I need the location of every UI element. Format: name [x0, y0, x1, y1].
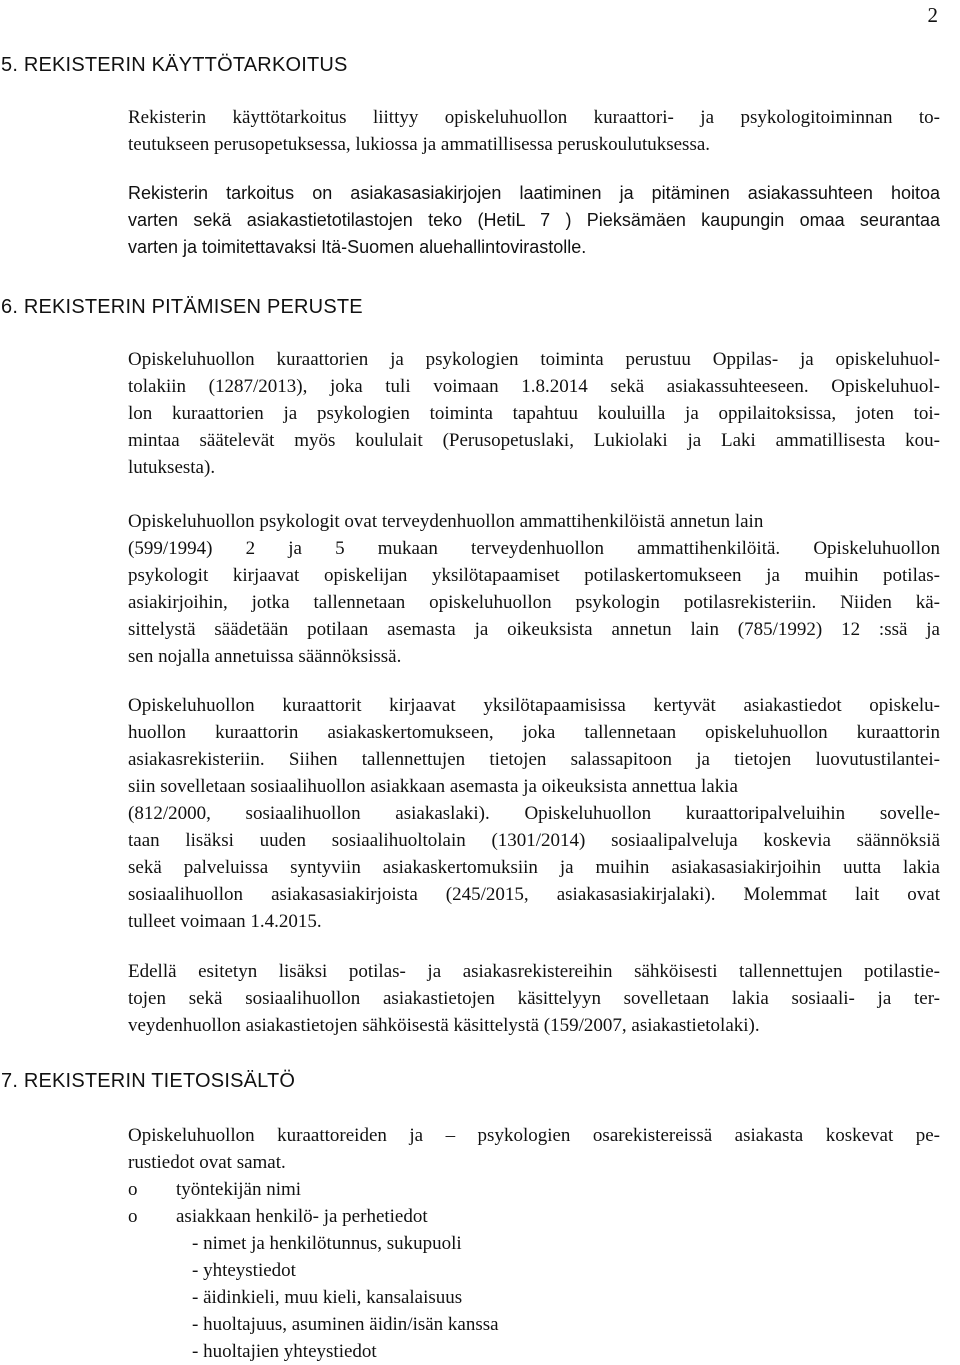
- list-item-label: asiakkaan henkilö- ja perhetiedot: [176, 1206, 428, 1227]
- list-item: [128, 1203, 499, 1230]
- text-line: lutuksesta).: [128, 457, 216, 478]
- text-line: rustiedot ovat samat.: [128, 1152, 286, 1173]
- text-line: huollon kuraattorin asiakaskertomukseen, joka tallennetaan opiskeluhuollon kuraattorin: [128, 722, 940, 743]
- sub-list-item: - huoltajuus, asuminen äidin/isän kanssa: [192, 1314, 499, 1335]
- section-6-paragraph-4: [128, 958, 940, 1039]
- sub-list-item: - huoltajien yhteystiedot: [192, 1341, 377, 1362]
- text-line: teutukseen perusopetuksessa, lukiossa ja ammatillisessa peruskoulutuksessa.: [128, 134, 711, 155]
- bullet-icon: o: [128, 1206, 138, 1227]
- section-5-heading: 5. REKISTERIN KÄYTTÖTARKOITUS: [1, 54, 348, 76]
- text-line: veydenhuollon asiakastietojen sähköisestä käsittelystä (159/2007, asiakastietolaki).: [128, 1015, 760, 1036]
- text-line: (599/1994) 2 ja 5 mukaan terveydenhuollon ammattihenkilöitä. Opiskeluhuollon: [128, 538, 940, 559]
- text-line: Rekisterin käyttötarkoitus liittyy opiskeluhuollon kuraattori- ja psykologitoiminnan to-: [128, 107, 940, 128]
- sub-list-item: - yhteystiedot: [192, 1260, 296, 1281]
- section-7-intro: [128, 1122, 940, 1176]
- text-line: taan lisäksi uuden sosiaalihuoltolain (1301/2014) sosiaalipalveluja koskevia säännöksiä: [128, 830, 940, 851]
- text-line: psykologit kirjaavat opiskelijan yksilötapaamiset potilaskertomukseen ja muihin potilas-: [128, 565, 940, 586]
- text-line: mintaa säätelevät myös koululait (Perusopetuslaki, Lukiolaki ja Laki ammatillisesta kou-: [128, 430, 940, 451]
- section-5-paragraph-2: [128, 180, 940, 261]
- section-6-heading: 6. REKISTERIN PITÄMISEN PERUSTE: [1, 296, 363, 318]
- text-line: Opiskeluhuollon kuraattorien ja psykologien toiminta perustuu Oppilas- ja opiskeluhuol-: [128, 349, 940, 370]
- text-line: sosiaalihuollon asiakasasiakirjoista (245/2015, asiakasasiakirjalaki). Molemmat lait ovat: [128, 884, 940, 905]
- text-line: (812/2000, sosiaalihuollon asiakaslaki). Opiskeluhuollon kuraattoripalveluihin sovelle-: [128, 803, 940, 824]
- list-item: [128, 1176, 499, 1203]
- text-line: Opiskeluhuollon psykologit ovat terveydenhuollon ammattihenkilöistä annetun lain: [128, 511, 764, 532]
- list-item-label: työntekijän nimi: [176, 1179, 302, 1200]
- text-line: sekä palveluissa syntyviin asiakaskertomuksiin ja muihin asiakasasiakirjoihin uutta lakia: [128, 857, 940, 878]
- text-line: lon kuraattorien ja psykologien toiminta tapahtuu kouluilla ja oppilaitoksissa, joten toi-: [128, 403, 940, 424]
- sub-list-item: - nimet ja henkilötunnus, sukupuoli: [192, 1233, 462, 1254]
- text-line: Rekisterin tarkoitus on asiakasasiakirjojen laatiminen ja pitäminen asiakassuhteen hoitoa: [128, 183, 940, 203]
- text-line: tojen sekä sosiaalihuollon asiakastietojen käsittelyyn sovelletaan lakia sosiaali- ja ter-: [128, 988, 940, 1009]
- text-line: asiakirjoihin, jotka tallennetaan opiskeluhuollon psykologin potilasrekisteriin. Niiden kä-: [128, 592, 940, 613]
- section-5-paragraph-1: [128, 104, 940, 158]
- text-line: tulleet voimaan 1.4.2015.: [128, 911, 322, 932]
- text-line: Opiskeluhuollon kuraattorit kirjaavat yksilötapaamisissa kertyvät asiakastiedot opiskelu-: [128, 695, 940, 716]
- text-line: siin sovelletaan sosiaalihuollon asiakkaan asemasta ja oikeuksista annettua lakia: [128, 776, 738, 797]
- text-line: sen nojalla annetuissa säännöksissä.: [128, 646, 402, 667]
- section-6-paragraph-1: [128, 346, 940, 481]
- text-line: Edellä esitetyn lisäksi potilas- ja asiakasrekistereihin sähköisesti tallennettujen potilastie-: [128, 961, 940, 982]
- bullet-icon: o: [128, 1179, 138, 1200]
- text-line: asiakasrekisteriin. Siihen tallennettujen tietojen salassapitoon ja tietojen luovutustilantei-: [128, 749, 940, 770]
- section-6-paragraph-3: [128, 692, 940, 935]
- text-line: Opiskeluhuollon kuraattoreiden ja – psykologien osarekistereissä asiakasta koskevat pe-: [128, 1125, 940, 1146]
- text-line: varten ja toimitettavaksi Itä-Suomen aluehallintovirastolle.: [128, 237, 587, 257]
- sub-list-item: - äidinkieli, muu kieli, kansalaisuus: [192, 1287, 463, 1308]
- text-line: tolakiin (1287/2013), joka tuli voimaan 1.8.2014 sekä asiakassuhteeseen. Opiskeluhuol-: [128, 376, 940, 397]
- text-line: varten sekä asiakastietotilastojen teko (HetiL 7 ) Pieksämäen kaupungin omaa seurantaa: [128, 210, 940, 230]
- section-7-list: [128, 1176, 499, 1365]
- page-number: 2: [927, 3, 938, 27]
- section-6-paragraph-2: [128, 508, 940, 670]
- section-7-heading: 7. REKISTERIN TIETOSISÄLTÖ: [1, 1070, 296, 1092]
- text-line: sittelystä säädetään potilaan asemasta ja oikeuksista annetun lain (785/1992) 12 :ssä ja: [128, 619, 940, 640]
